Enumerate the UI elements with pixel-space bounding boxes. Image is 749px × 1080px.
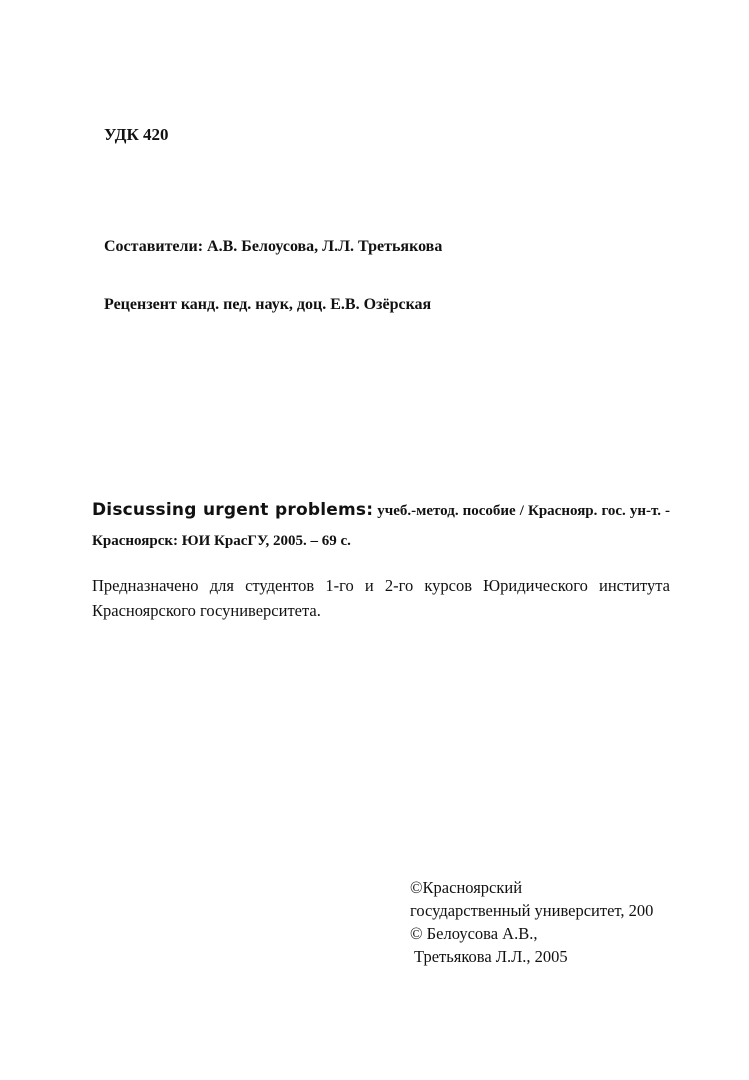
copyright-line-3: © Белоусова А.В.,	[410, 924, 538, 943]
copyright-line-2: государственный университет, 200	[410, 901, 654, 920]
copyright-line-4: Третьякова Л.Л., 2005	[414, 947, 568, 966]
copyright-block	[410, 876, 653, 968]
copyright-line-1: ©Красноярский	[410, 878, 523, 897]
bibliographic-description: учеб.-метод. пособие / Краснояр. гос. ун-т. - Красноярск: ЮИ КрасГУ, 2005. – 69 с.	[92, 503, 670, 549]
compilers-line: Составители: А.В. Белоусова, Л.Л. Третьякова	[104, 238, 443, 255]
reviewer-line: Рецензент канд. пед. наук, доц. Е.В. Озёрская	[104, 296, 432, 313]
purpose-paragraph: Предназначено для студентов 1-го и 2-го курсов Юридического института Красноярского госуниверситета.	[92, 576, 670, 620]
bibliographic-entry	[92, 495, 670, 556]
udk-code: УДК 420	[104, 125, 169, 144]
book-title: Discussing urgent problems:	[92, 500, 374, 520]
